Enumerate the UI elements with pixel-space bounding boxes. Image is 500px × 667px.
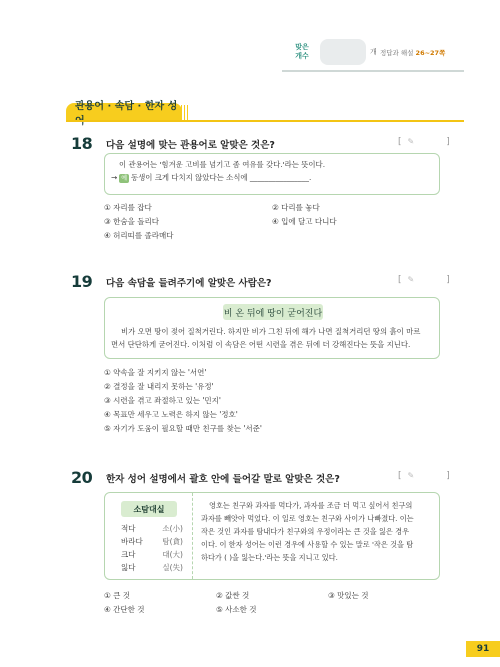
score-label-line2: 개수 <box>295 52 309 60</box>
q20-option-2[interactable]: ② 값싼 것 <box>216 591 250 600</box>
section-divider <box>66 120 464 122</box>
q19-option-5[interactable]: ⑤ 자기가 도움이 필요할 때만 친구를 찾는 '서준' <box>104 424 262 433</box>
page-number: 91 <box>466 641 500 657</box>
q20-memo-field[interactable] <box>398 471 458 481</box>
q18-option-1[interactable]: ① 자리를 잡다 <box>104 203 152 212</box>
pencil-icon: ✎ <box>407 275 415 284</box>
example-badge: 예 <box>121 174 127 182</box>
q20-option-4[interactable]: ④ 간단한 것 <box>104 605 145 614</box>
memo-open-bracket: [ <box>398 275 402 285</box>
hanja-word: 적다 <box>121 524 136 533</box>
q19-proverb: 비 온 뒤에 땅이 굳어진다 <box>223 304 323 320</box>
score-block <box>290 38 377 66</box>
hanja-row <box>121 536 183 547</box>
q20-box-line: 이다. 이 한자 성어는 이런 경우에 사용할 수 있는 말로 '작은 것을 탐 <box>201 540 414 549</box>
answer-ref-prefix: 정답과 해설 <box>380 49 414 57</box>
score-label <box>290 43 314 61</box>
header-divider <box>282 70 464 72</box>
q18-question: 다음 설명에 맞는 관용어로 알맞은 것은? <box>106 140 275 151</box>
q19-box-line2: 면서 단단하게 굳어진다. 이처럼 이 속담은 어떤 시련을 겪은 뒤에 더 강해진다는 뜻을 지닌다. <box>111 340 411 349</box>
q18-description-box <box>104 153 440 195</box>
q18-number: 18 <box>71 134 93 153</box>
q19-option-3[interactable]: ③ 시련을 겪고 좌절하고 있는 '민지' <box>104 396 221 405</box>
q20-explanation <box>201 499 439 564</box>
q18-option-2[interactable]: ② 다리를 놓다 <box>272 203 320 212</box>
q18-option-5[interactable]: ④ 허리띠를 졸라매다 <box>104 231 174 240</box>
hanja-char: 실(失) <box>162 563 183 572</box>
q18-option-3[interactable]: ③ 한숨을 돌리다 <box>104 217 159 226</box>
score-label-line1: 맞은 <box>295 43 309 51</box>
q19-option-2[interactable]: ② 결정을 잘 내리지 못하는 '유정' <box>104 382 214 391</box>
q20-option-1[interactable]: ① 큰 것 <box>104 591 130 600</box>
q19-box-line1: 비가 오면 땅이 젖어 질척거린다. 하지만 비가 그친 뒤에 해가 나면 질척거리던 땅의 흙이 마르 <box>121 327 421 336</box>
q20-idiom-box <box>104 492 440 580</box>
q18-box-line1: 이 관용어는 '힘겨운 고비를 넘기고 좀 여유를 갖다.'라는 뜻이다. <box>119 160 326 169</box>
hanja-char: 소(小) <box>162 524 183 533</box>
score-input-box[interactable] <box>320 39 366 65</box>
hanja-word: 크다 <box>121 550 136 559</box>
pencil-icon: ✎ <box>407 137 415 146</box>
hanja-row <box>121 549 183 560</box>
q20-idiom: 소탐대실 <box>121 501 177 517</box>
q19-question: 다음 속담을 들려주기에 알맞은 사람은? <box>106 278 272 289</box>
hanja-row <box>121 562 183 573</box>
q18-option-4[interactable]: ④ 입에 달고 다니다 <box>272 217 337 226</box>
answer-reference <box>380 48 445 57</box>
memo-close-bracket: ] <box>446 471 450 481</box>
hanja-row <box>121 523 183 534</box>
q20-option-3[interactable]: ③ 맛있는 것 <box>328 591 369 600</box>
hanja-char: 탐(貪) <box>162 537 183 546</box>
q18-memo-field[interactable] <box>398 137 458 147</box>
q18-box-line2 <box>111 171 439 184</box>
q20-hanja-panel <box>105 493 193 579</box>
q20-box-line: 하다가 ( )을 잃는다.'라는 뜻을 지니고 있다. <box>201 553 338 562</box>
hanja-word: 잃다 <box>121 563 136 572</box>
hanja-word: 바라다 <box>121 537 143 546</box>
answer-ref-pages: 26~27쪽 <box>415 49 446 57</box>
arrow-icon: → <box>111 173 118 182</box>
q20-number: 20 <box>71 468 93 487</box>
memo-open-bracket: [ <box>398 137 402 147</box>
q20-option-5[interactable]: ⑤ 사소한 것 <box>216 605 257 614</box>
q19-proverb-box <box>104 297 440 359</box>
q19-option-1[interactable]: ① 약속을 잘 지키지 않는 '서연' <box>104 368 207 377</box>
q18-example-sentence: 동생이 크게 다치지 않았다는 소식에 ________________. <box>131 173 312 182</box>
memo-close-bracket: ] <box>446 275 450 285</box>
section-title: 관용어 · 속담 · 한자 성 <box>75 100 178 112</box>
q19-option-4[interactable]: ④ 목표만 세우고 노력은 하지 않는 '정호' <box>104 410 238 419</box>
section-title-tag <box>66 100 182 120</box>
q20-box-line: 과자를 빼앗아 먹었다. 이 일로 영호는 친구와 사이가 나빠졌다. 이는 <box>201 514 414 523</box>
q20-box-line: 영호는 친구와 과자를 먹다가, 과자를 조금 더 먹고 싶어서 친구의 <box>209 501 413 510</box>
hanja-char: 대(大) <box>162 550 183 559</box>
q20-question: 한자 성어 설명에서 괄호 안에 들어갈 말로 알맞은 것은? <box>106 474 340 485</box>
score-unit: 개 <box>370 48 377 56</box>
pencil-icon: ✎ <box>407 471 415 480</box>
memo-close-bracket: ] <box>446 137 450 147</box>
q20-box-line: 작은 것인 과자를 탐내다가 친구와의 우정이라는 큰 것을 잃은 경우 <box>201 527 410 536</box>
memo-open-bracket: [ <box>398 471 402 481</box>
q19-memo-field[interactable] <box>398 275 458 285</box>
q19-number: 19 <box>71 272 93 291</box>
